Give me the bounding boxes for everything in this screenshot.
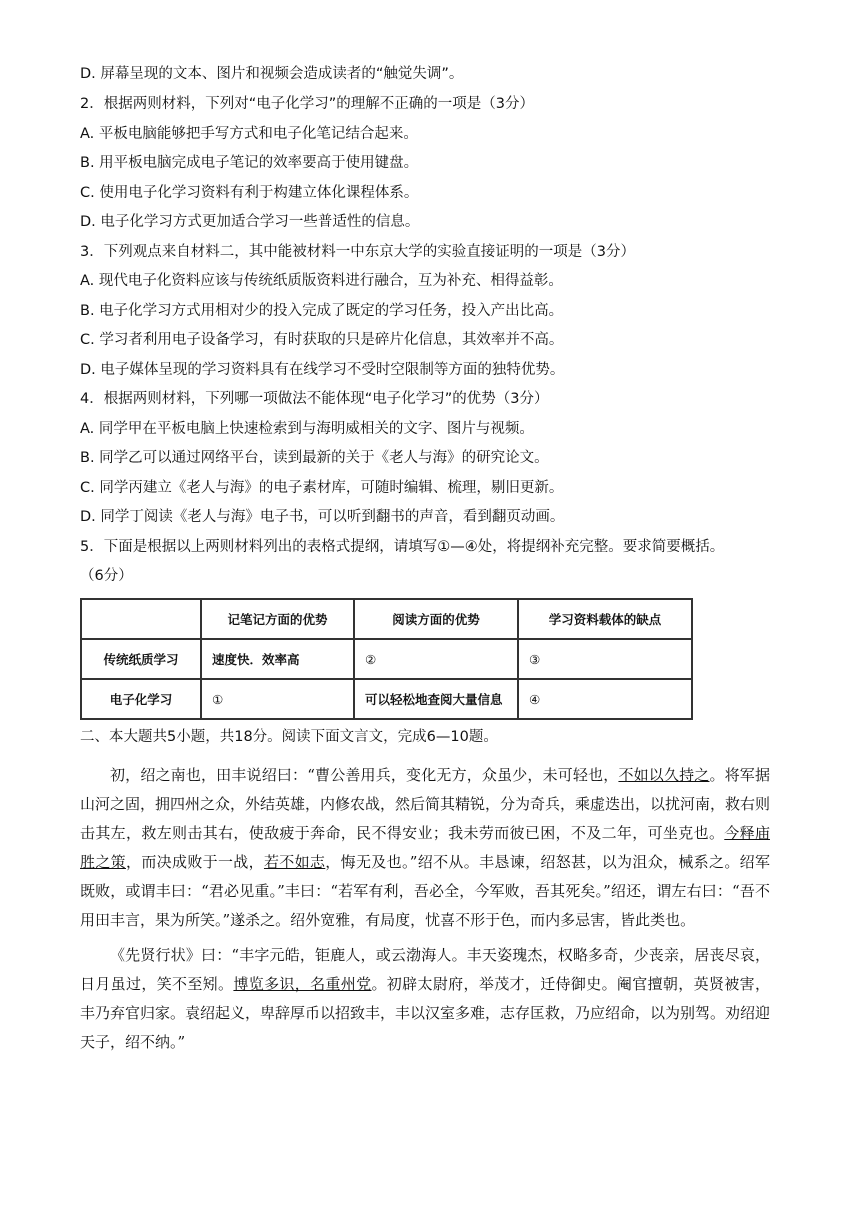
passage-1-text-1: 初，绍之南也，田丰说绍曰：“曹公善用兵，变化无方，众虽少，未可轻也， xyxy=(110,766,619,784)
option-2-a: A. 平板电脑能够把手写方式和电子化笔记结合起来。 xyxy=(80,126,418,142)
option-2-b: B. 用平板电脑完成电子笔记的效率要高于使用键盘。 xyxy=(80,155,419,171)
option-2-c: C. 使用电子化学习资料有利于构建立体化课程体系。 xyxy=(80,185,419,201)
underlined-sentence-3: 若不如志 xyxy=(263,853,326,871)
passage-1-text-4: ，悔无及也。”绍不从。丰恳谏，绍怒甚，以为沮众，械系之。绍军既败，或谓丰曰：“君必见重。”丰曰：“若军有利，吾必全，今军败，吾其死矣。”绍还，谓左右曰：“吾不用田丰言，果为所笑。”遂杀之。绍外宽雅，有局度，忧喜不形于色，而内多忌害，皆此类也。 xyxy=(80,853,770,929)
cell-paper-reading: ② xyxy=(354,639,518,679)
underlined-sentence-1: 不如以久持之 xyxy=(618,766,710,784)
table-header-reading: 阅读方面的优势 xyxy=(354,599,518,639)
underlined-sentence-2: 今释庙胜之策 xyxy=(80,824,770,871)
passage-1-text-2: 。将军据山河之固，拥四州之众，外结英雄，内修农战，然后简其精锐，分为奇兵，乘虚迭出，以扰河南，救右则击其左，救左则击其右，使敌疲于奔命，民不得安业；我未劳而彼已困，不及二年，可坐克也。 xyxy=(80,766,771,842)
option-1-d: D. 屏幕呈现的文本、图片和视频会造成读者的“触觉失调”。 xyxy=(80,66,464,82)
cell-digital-notes: ① xyxy=(201,679,354,719)
outline-table xyxy=(80,598,693,720)
classical-passage-2 xyxy=(80,941,770,1057)
table-row xyxy=(81,639,692,679)
classical-passage-1 xyxy=(80,761,770,935)
table-header-notes: 记笔记方面的优势 xyxy=(201,599,354,639)
question-2-stem: 2．根据两则材料，下列对“电子化学习”的理解不正确的一项是（3分） xyxy=(80,96,534,112)
option-3-c: C. 学习者利用电子设备学习，有时获取的只是碎片化信息，其效率并不高。 xyxy=(80,332,564,348)
cell-digital-reading: 可以轻松地查阅大量信息 xyxy=(354,679,518,719)
question-4-stem: 4．根据两则材料，下列哪一项做法不能体现“电子化学习”的优势（3分） xyxy=(80,391,549,407)
table-header-empty xyxy=(81,599,201,639)
option-4-a: A. 同学甲在平板电脑上快速检索到与海明威相关的文字、图片与视频。 xyxy=(80,421,534,437)
option-4-d: D. 同学丁阅读《老人与海》电子书，可以听到翻书的声音，看到翻页动画。 xyxy=(80,509,565,525)
passage-1-text-3: ，而决成败于一战， xyxy=(126,853,264,871)
table-header-row xyxy=(81,599,692,639)
row-label-paper: 传统纸质学习 xyxy=(81,639,201,679)
underlined-sentence-4: 博览多识，名重州党 xyxy=(233,975,372,993)
section-2-heading: 二、本大题共5小题，共18分。阅读下面文言文，完成6—10题。 xyxy=(80,729,498,745)
question-5-stem: 5．下面是根据以上两则材料列出的表格式提纲，请填写①—④处，将提纲补充完整。要求简要概括。 xyxy=(80,539,725,555)
cell-digital-drawbacks: ④ xyxy=(518,679,692,719)
cell-paper-notes: 速度快．效率高 xyxy=(201,639,354,679)
table-header-drawbacks: 学习资料载体的缺点 xyxy=(518,599,692,639)
passage-2-text-1: 《先贤行状》曰：“丰字元皓，钜鹿人，或云渤海人。丰天姿瑰杰，权略多奇，少丧亲，居丧尽哀，日月虽过，笑不至矧。 xyxy=(80,946,770,993)
option-3-a: A. 现代电子化资料应该与传统纸质版资料进行融合，互为补充、相得益彰。 xyxy=(80,273,563,289)
option-3-d: D. 电子媒体呈现的学习资料具有在线学习不受时空限制等方面的独特优势。 xyxy=(80,362,565,378)
option-2-d: D. 电子化学习方式更加适合学习一些普适性的信息。 xyxy=(80,214,420,230)
option-4-b: B. 同学乙可以通过网络平台，读到最新的关于《老人与海》的研究论文。 xyxy=(80,450,549,466)
question-3-stem: 3．下列观点来自材料二，其中能被材料一中东京大学的实验直接证明的一项是（3分） xyxy=(80,244,635,260)
option-4-c: C. 同学丙建立《老人与海》的电子素材库，可随时编辑、梳理，剔旧更新。 xyxy=(80,480,564,496)
option-3-b: B. 电子化学习方式用相对少的投入完成了既定的学习任务，投入产出比高。 xyxy=(80,303,564,319)
row-label-digital: 电子化学习 xyxy=(81,679,201,719)
question-5-points: （6分） xyxy=(80,568,133,584)
cell-paper-drawbacks: ③ xyxy=(518,639,692,679)
passage-2-text-2: 。初辟太尉府，举茂才，迁侍御史。阉官擅朝，英贤被害，丰乃弃官归家。袁绍起义，卑辞厚币以招致丰，丰以汉室多难，志存匡救，乃应绍命，以为别驾。劝绍迎天子，绍不纳。” xyxy=(80,975,771,1051)
table-row xyxy=(81,679,692,719)
